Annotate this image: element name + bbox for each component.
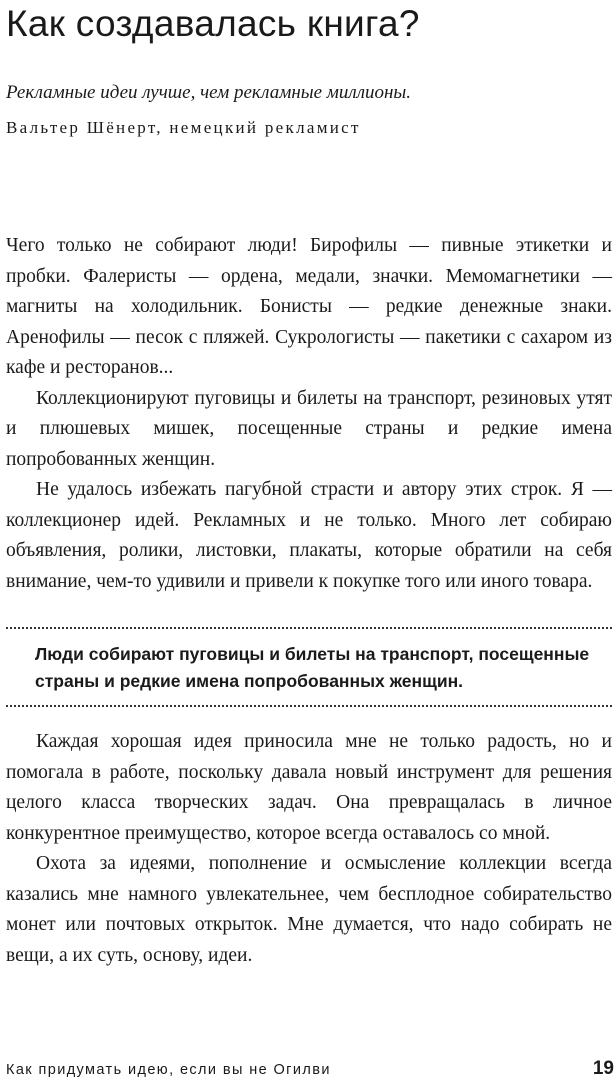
epigraph-author: Вальтер Шёнерт, немецкий рекламист [6, 118, 361, 137]
paragraph-collectors: Чего только не собирают люди! Бирофилы — пивные этикетки и пробки. Фалеристы — ордена, медали, значки. Мемомагнетики — магниты на холодильник. Бонисты — редкие денежные знаки. Аренофилы — песок с пляжей. Сукрологисты — пакетики с сахаром из кафе и ресторанов... [6, 235, 612, 378]
running-footer-title: Как придумать идею, если вы не Огилви [6, 1062, 331, 1078]
chapter-title: Как создавалась книга? [6, 3, 420, 44]
paragraph-idea-collector: Не удалось избежать пагубной страсти и автору этих строк. Я — коллекционер идей. Рекламных и не только. Много лет собираю объявления, ролики, листовки, плакаты, которые обратили на себя внимание, чем-то удивили и привели к покупке того или иного товара. [6, 479, 612, 592]
pullquote-box [6, 627, 612, 707]
epigraph-quote: Рекламные идеи лучше, чем рекламные миллионы. [6, 82, 412, 103]
paragraph-what-they-collect: Коллекционируют пуговицы и билеты на транспорт, резиновых утят и плюшевых мишек, посещенные страны и редкие имена попробованных женщин. [6, 387, 612, 470]
body-text-before-pullquote [6, 231, 612, 597]
paragraph-good-idea: Каждая хорошая идея приносила мне не только радость, но и помогала в работе, поскольку давала новый инструмент для решения целого класса творческих задач. Она превращалась в личное конкурентное преимущество, которое всегда оставалось со мной. [6, 731, 612, 844]
body-text-after-pullquote [6, 727, 612, 971]
paragraph-idea-hunting: Охота за идеями, пополнение и осмысление коллекции всегда казались мне намного увлекательнее, чем бесплодное собирательство монет или почтовых открыток. Мне думается, что надо собирать не вещи, а их суть, основу, идеи. [6, 853, 612, 966]
page-number: 19 [592, 1058, 614, 1079]
pullquote-text: Люди собирают пуговицы и билеты на транспорт, посещенные страны и редкие имена попробованных женщин. [35, 644, 590, 691]
